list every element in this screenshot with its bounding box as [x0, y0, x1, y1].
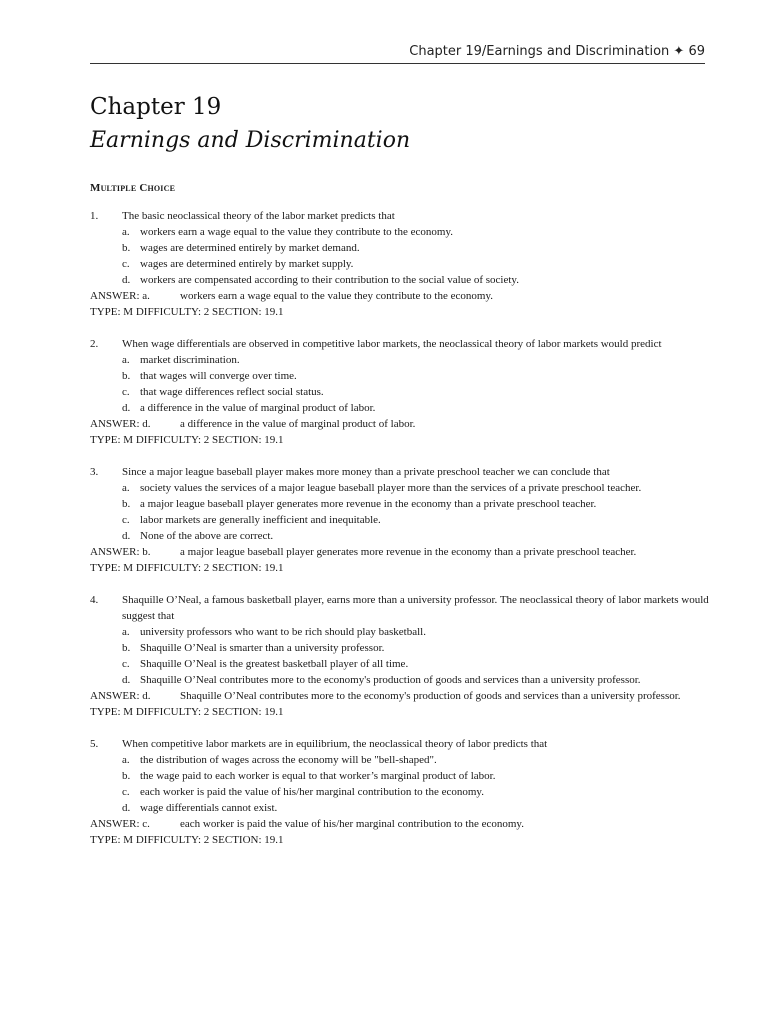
answer-option [90, 272, 710, 288]
question-text: When competitive labor markets are in equilibrium, the neoclassical theory of labor predicts that [122, 738, 548, 750]
question-number: 4. [90, 594, 99, 606]
option-text: Shaquille O’Neal contributes more to the economy's production of goods and services than a university professor. [140, 674, 641, 686]
answer-line [90, 816, 710, 832]
option-letter: d. [122, 802, 131, 814]
answer-option [90, 256, 710, 272]
answer-option [90, 224, 710, 240]
option-letter: b. [122, 242, 131, 254]
option-text: workers are compensated according to their contribution to the social value of society. [140, 274, 519, 286]
answer-option [90, 352, 710, 368]
answer-option [90, 384, 710, 400]
question-stem [90, 208, 710, 224]
option-letter: a. [122, 226, 130, 238]
answer-text: a difference in the value of marginal product of labor. [180, 418, 416, 430]
option-letter: a. [122, 482, 130, 494]
answer-option [90, 752, 710, 768]
answer-label: ANSWER: a. [90, 290, 150, 302]
answer-option [90, 640, 710, 656]
question-stem [90, 464, 710, 480]
option-letter: c. [122, 786, 130, 798]
running-head: Chapter 19/Earnings and Discrimination ✦ 69 [409, 44, 705, 59]
header-rule [90, 63, 705, 64]
type-difficulty-line: TYPE: M DIFFICULTY: 2 SECTION: 19.1 [90, 562, 284, 574]
question-number: 2. [90, 338, 99, 350]
question-stem [90, 592, 710, 624]
question-text: Shaquille O’Neal, a famous basketball player, earns more than a university professor. The neoclassical theory of labor markets would suggest that [122, 594, 709, 622]
question-item [90, 592, 710, 720]
answer-option [90, 784, 710, 800]
section-heading: Multiple Choice [90, 182, 176, 194]
answer-option [90, 768, 710, 784]
option-letter: b. [122, 498, 131, 510]
answer-option [90, 656, 710, 672]
option-letter: d. [122, 674, 131, 686]
option-letter: a. [122, 354, 130, 366]
answer-option [90, 480, 710, 496]
option-letter: c. [122, 514, 130, 526]
answer-label: ANSWER: d. [90, 690, 151, 702]
option-text: wages are determined entirely by market supply. [140, 258, 354, 270]
answer-option [90, 528, 710, 544]
answer-option [90, 400, 710, 416]
option-text: a major league baseball player generates more revenue in the economy than a private preschool teacher. [140, 498, 597, 510]
answer-line [90, 688, 710, 704]
option-letter: d. [122, 402, 131, 414]
option-text: a difference in the value of marginal product of labor. [140, 402, 376, 414]
question-text: Since a major league baseball player makes more money than a private preschool teacher we can conclude that [122, 466, 610, 478]
question-item [90, 336, 710, 448]
type-difficulty-line: TYPE: M DIFFICULTY: 2 SECTION: 19.1 [90, 706, 284, 718]
question-item [90, 464, 710, 576]
answer-text: Shaquille O’Neal contributes more to the economy's production of goods and services than a university professor. [180, 690, 681, 702]
type-difficulty-line: TYPE: M DIFFICULTY: 2 SECTION: 19.1 [90, 306, 284, 318]
option-letter: d. [122, 274, 131, 286]
option-letter: b. [122, 370, 131, 382]
question-number: 3. [90, 466, 99, 478]
option-text: workers earn a wage equal to the value they contribute to the economy. [140, 226, 453, 238]
option-text: Shaquille O’Neal is smarter than a university professor. [140, 642, 385, 654]
option-text: the distribution of wages across the economy will be "bell-shaped". [140, 754, 437, 766]
chapter-title: Earnings and Discrimination [90, 128, 411, 153]
answer-option [90, 800, 710, 816]
option-text: university professors who want to be rich should play basketball. [140, 626, 426, 638]
option-letter: c. [122, 258, 130, 270]
option-letter: c. [122, 386, 130, 398]
answer-line [90, 416, 710, 432]
answer-option [90, 496, 710, 512]
option-letter: a. [122, 754, 130, 766]
answer-option [90, 368, 710, 384]
answer-text: each worker is paid the value of his/her marginal contribution to the economy. [180, 818, 524, 830]
answer-option [90, 624, 710, 640]
option-letter: b. [122, 642, 131, 654]
option-text: Shaquille O’Neal is the greatest basketball player of all time. [140, 658, 409, 670]
question-text: The basic neoclassical theory of the labor market predicts that [122, 210, 395, 222]
answer-text: a major league baseball player generates more revenue in the economy than a private preschool teacher. [180, 546, 637, 558]
option-text: wages are determined entirely by market demand. [140, 242, 360, 254]
question-stem [90, 736, 710, 752]
option-letter: b. [122, 770, 131, 782]
option-text: labor markets are generally inefficient and inequitable. [140, 514, 381, 526]
chapter-number: Chapter 19 [90, 94, 222, 120]
option-letter: c. [122, 658, 130, 670]
option-text: wage differentials cannot exist. [140, 802, 278, 814]
answer-label: ANSWER: d. [90, 418, 151, 430]
answer-text: workers earn a wage equal to the value they contribute to the economy. [180, 290, 493, 302]
option-text: None of the above are correct. [140, 530, 274, 542]
option-text: that wages will converge over time. [140, 370, 297, 382]
answer-option [90, 512, 710, 528]
option-text: that wage differences reflect social status. [140, 386, 324, 398]
type-difficulty-line: TYPE: M DIFFICULTY: 2 SECTION: 19.1 [90, 834, 284, 846]
answer-option [90, 672, 710, 688]
option-text: society values the services of a major league baseball player more than the services of a private preschool teacher. [140, 482, 642, 494]
answer-line [90, 544, 710, 560]
question-list [90, 208, 710, 864]
answer-label: ANSWER: c. [90, 818, 150, 830]
question-stem [90, 336, 710, 352]
question-number: 5. [90, 738, 99, 750]
option-letter: a. [122, 626, 130, 638]
question-text: When wage differentials are observed in competitive labor markets, the neoclassical theory of labor markets would predict [122, 338, 662, 350]
option-letter: d. [122, 530, 131, 542]
option-text: each worker is paid the value of his/her marginal contribution to the economy. [140, 786, 484, 798]
question-item [90, 208, 710, 320]
question-item [90, 736, 710, 848]
type-difficulty-line: TYPE: M DIFFICULTY: 2 SECTION: 19.1 [90, 434, 284, 446]
answer-label: ANSWER: b. [90, 546, 151, 558]
answer-option [90, 240, 710, 256]
option-text: the wage paid to each worker is equal to that worker’s marginal product of labor. [140, 770, 496, 782]
answer-line [90, 288, 710, 304]
option-text: market discrimination. [140, 354, 240, 366]
question-number: 1. [90, 210, 99, 222]
